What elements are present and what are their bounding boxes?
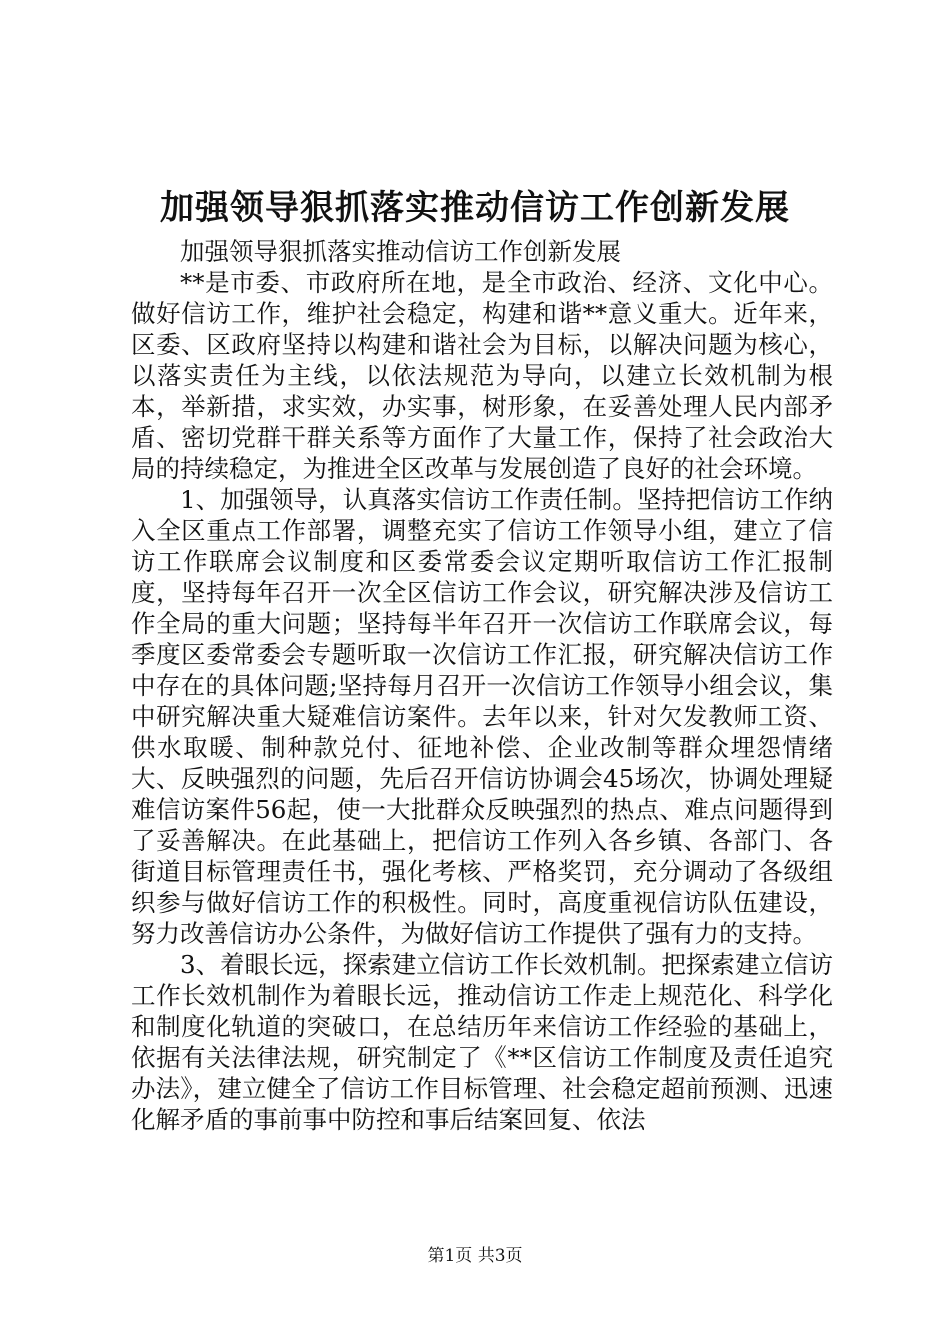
section-3-paragraph: 3、着眼长远，探索建立信访工作长效机制。把探索建立信访工作长效机制作为着眼长远，推动信访工作走上规范化、科学化和制度化轨道的突破口，在总结历年来信访工作经验的基础上，依据有关法律法规，研究制定了《**区信访工作制度及责任追究办法》，建立健全了信访工作目标管理、社会稳定超前预测、迅速化解矛盾的事前事中防控和事后结案回复、依法 (131, 950, 833, 1134)
document-title: 加强领导狠抓落实推动信访工作创新发展 (160, 188, 790, 228)
document-body (131, 236, 833, 1135)
page-footer: 第1页 共3页 (427, 1246, 523, 1266)
subtitle-paragraph: 加强领导狠抓落实推动信访工作创新发展 (180, 237, 621, 266)
section-1-paragraph: 1、加强领导，认真落实信访工作责任制。坚持把信访工作纳入全区重点工作部署，调整充实了信访工作领导小组，建立了信访工作联席会议制度和区委常委会议定期听取信访工作汇报制度，坚持每年召开一次全区信访工作会议，研究解决涉及信访工作全局的重大问题；坚持每半年召开一次信访工作联席会议，每季度区委常委会专题听取一次信访工作汇报，研究解决信访工作中存在的具体问题;坚持每月召开一次信访工作领导小组会议，集中研究解决重大疑难信访案件。去年以来，针对欠发教师工资、供水取暖、制种款兑付、征地补偿、企业改制等群众埋怨情绪大、反映强烈的问题，先后召开信访协调会45场次，协调处理疑难信访案件56起，使一大批群众反映强烈的热点、难点问题得到了妥善解决。在此基础上，把信访工作列入各乡镇、各部门、各街道目标管理责任书，强化考核、严格奖罚，充分调动了各级组织参与做好信访工作的积极性。同时，高度重视信访队伍建设，努力改善信访办公条件，为做好信访工作提供了强有力的支持。 (131, 485, 833, 948)
intro-paragraph: **是市委、市政府所在地，是全市政治、经济、文化中心。做好信访工作，维护社会稳定，构建和谐**意义重大。近年来，区委、区政府坚持以构建和谐社会为目标，以解决问题为核心，以落实责任为主线，以依法规范为导向，以建立长效机制为根本，举新措，求实效，办实事，树形象，在妥善处理人民内部矛盾、密切党群干群关系等方面作了大量工作，保持了社会政治大局的持续稳定，为推进全区改革与发展创造了良好的社会环境。 (131, 268, 833, 483)
